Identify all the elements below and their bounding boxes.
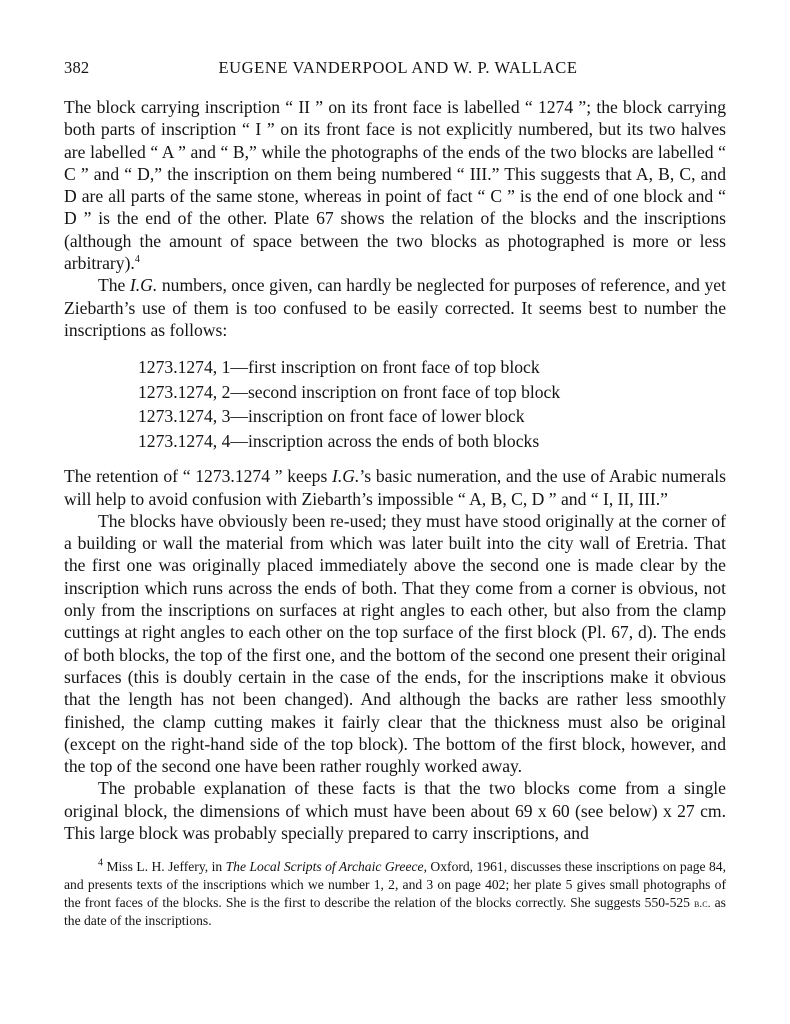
list-item: 1273.1274, 2—second inscription on front face of top block [138, 381, 561, 402]
paragraph-1-text: The block carrying inscription “ II ” on its front face is labelled “ 1274 ”; the block carrying both parts of inscription “ I ” on its front face is not explicitly numbered, but its two halves are labelled “ A ” and “ B,” while the photographs of the ends of the two blocks are labelled “ C ” and “ D,” the inscription on them being numbered “ III.” This suggests that A, B, C, and D are all parts of the same stone, whereas in point of fact “ C ” is the end of one block and “ D ” is the end of the other. Plate 67 shows the relation of the blocks and the inscriptions (although the amount of space between the two blocks as photographed is more or less arbitrary). [64, 97, 726, 274]
running-title: EUGENE VANDERPOOL AND W. P. WALLACE [218, 58, 578, 77]
footnote [64, 858, 726, 929]
paragraph-1 [64, 96, 726, 274]
article-body [64, 96, 726, 844]
inscription-numbering-list [138, 355, 726, 453]
page-number: 382 [64, 58, 90, 77]
page [64, 58, 726, 930]
paragraph-2-text-a: The [98, 275, 130, 296]
footnote-mark: 4 [98, 857, 103, 869]
list-item: 1273.1274, 4—inscription across the ends of both blocks [138, 430, 540, 451]
footnote-era: b.c. [693, 895, 711, 910]
ig-abbreviation: I.G. [332, 466, 360, 487]
paragraph-5: The probable explanation of these facts is that the two blocks come from a single original block, the dimensions of which must have been about 69 x 60 (see below) x 27 cm. This large block was probably specially prepared to carry inscriptions, and [64, 778, 726, 844]
footnote-text-b: , Oxford, 1961, discusses these inscriptions on page 84, and presents texts of the inscriptions which we number 1, 2, and 3 on page 402; her plate 5 gives small photographs of the front faces of the blocks. She is the first to describe the relation of the blocks correctly. She suggests 550-525 [64, 859, 727, 910]
paragraph-2 [64, 274, 726, 341]
page-header [64, 58, 726, 82]
footnote-book-title: The Local Scripts of Archaic Greece [225, 859, 424, 875]
paragraph-2-text-b: numbers, once given, can hardly be neglected for purposes of reference, and yet Ziebarth’s use of them is too confused to be easily corrected. It seems best to number the inscriptions as follows: [64, 275, 726, 340]
footnote-text-a: Miss L. H. Jeffery, in [103, 859, 226, 875]
paragraph-3 [64, 465, 726, 510]
paragraph-4: The blocks have obviously been re-used; they must have stood originally at the corner of a building or wall the material from which was later built into the city wall of Eretria. That the first one was originally placed immediately above the second one is made clear by the inscription which runs across the ends of both. That they come from a corner is obvious, not only from the inscriptions on surfaces at right angles to each other, but also from the clamp cuttings at right angles to each other on the top surface of the first block (Pl. 67, d). The ends of both blocks, the top of the first one, and the bottom of the second one present their original surfaces (this is doubly certain in the case of the ends, for the inscriptions make it obvious that the length has not been changed). And although the backs are rather less smoothly finished, the clamp cutting makes it fairly clear that the thickness must also be original (except on the right-hand side of the top block). The bottom of the first block, however, and the top of the second one have been rather roughly worked away. [64, 510, 726, 777]
list-item: 1273.1274, 3—inscription on front face of lower block [138, 406, 525, 427]
ig-abbreviation: I.G. [129, 275, 158, 296]
footnote-reference: 4 [134, 254, 140, 266]
list-item: 1273.1274, 1—first inscription on front face of top block [138, 357, 540, 378]
paragraph-3-text-a: The retention of “ 1273.1274 ” keeps [64, 466, 333, 487]
paragraph-3-text-b: ’s basic numeration, and the use of Arabic numerals will help to avoid confusion with Ziebarth’s impossible “ A, B, C, D ” and “ I, II, III.” [64, 466, 726, 509]
footnote-text-c: as the date of the inscriptions. [64, 894, 726, 929]
